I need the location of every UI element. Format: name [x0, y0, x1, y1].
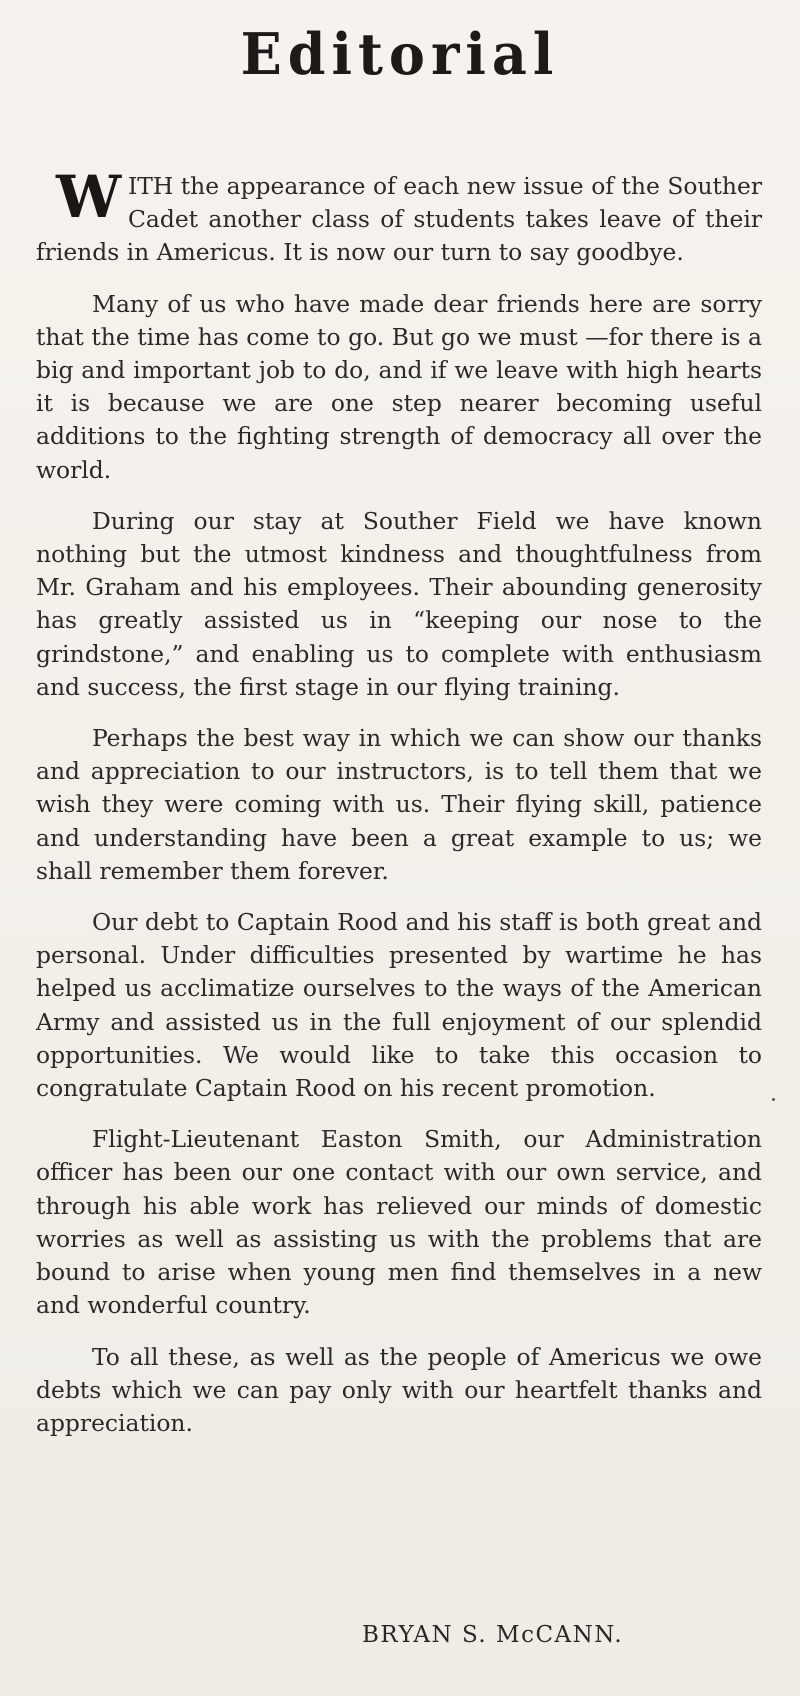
- editorial-body: [36, 163, 762, 1458]
- author-signature: BRYAN S. McCANN.: [362, 1622, 624, 1648]
- opening-paragraph-text: ITH the appearance of each new issue of the Souther Cadet another class of students takes leave of their friends in Americus. It is now our turn to say goodbye.: [36, 172, 762, 267]
- paragraph-instructors: Perhaps the best way in which we can show our thanks and appreciation to our instructors, is to tell them that we wish they were coming with us. Their flying skill, patience and understanding have been a great example to us; we shall remember them forever.: [36, 724, 762, 885]
- paragraph-easton-smith: Flight-Lieutenant Easton Smith, our Administration officer has been our one contact with our own service, and through his able work has relieved our minds of domestic worries as well as assisting us with the problems that are bound to arise when young men find themselves in a new and wonderful country.: [36, 1125, 762, 1320]
- paragraph-friends: Many of us who have made dear friends here are sorry that the time has come to go. But go we must —for there is a big and important job to do, and if we leave with high hearts it is because we are one step nearer becoming useful additions to the fighting strength of democracy all over the world.: [36, 289, 762, 484]
- drop-cap: W: [56, 163, 122, 231]
- opening-paragraph: [36, 163, 762, 270]
- editorial-title: Editorial: [240, 20, 560, 88]
- paragraph-captain-rood: Our debt to Captain Rood and his staff is both great and personal. Under difficulties presented by wartime he has helped us acclimatize ourselves to the ways of the American Army and assisted us in the full enjoyment of our splendid opportunities. We would like to take this occasion to congratulate Captain Rood on his recent promotion.: [36, 908, 762, 1103]
- paragraph-closing: To all these, as well as the people of Americus we owe debts which we can pay only with our heartfelt thanks and appreciation.: [36, 1342, 762, 1437]
- print-speck: [772, 1098, 775, 1101]
- paragraph-souther-field: During our stay at Souther Field we have known nothing but the utmost kindness and thoughtfulness from Mr. Graham and his employees. Their abounding generosity has greatly assisted us in “keeping our nose to the grindstone,” and enabling us to complete with enthusiasm and success, the first stage in our flying training.: [36, 506, 762, 701]
